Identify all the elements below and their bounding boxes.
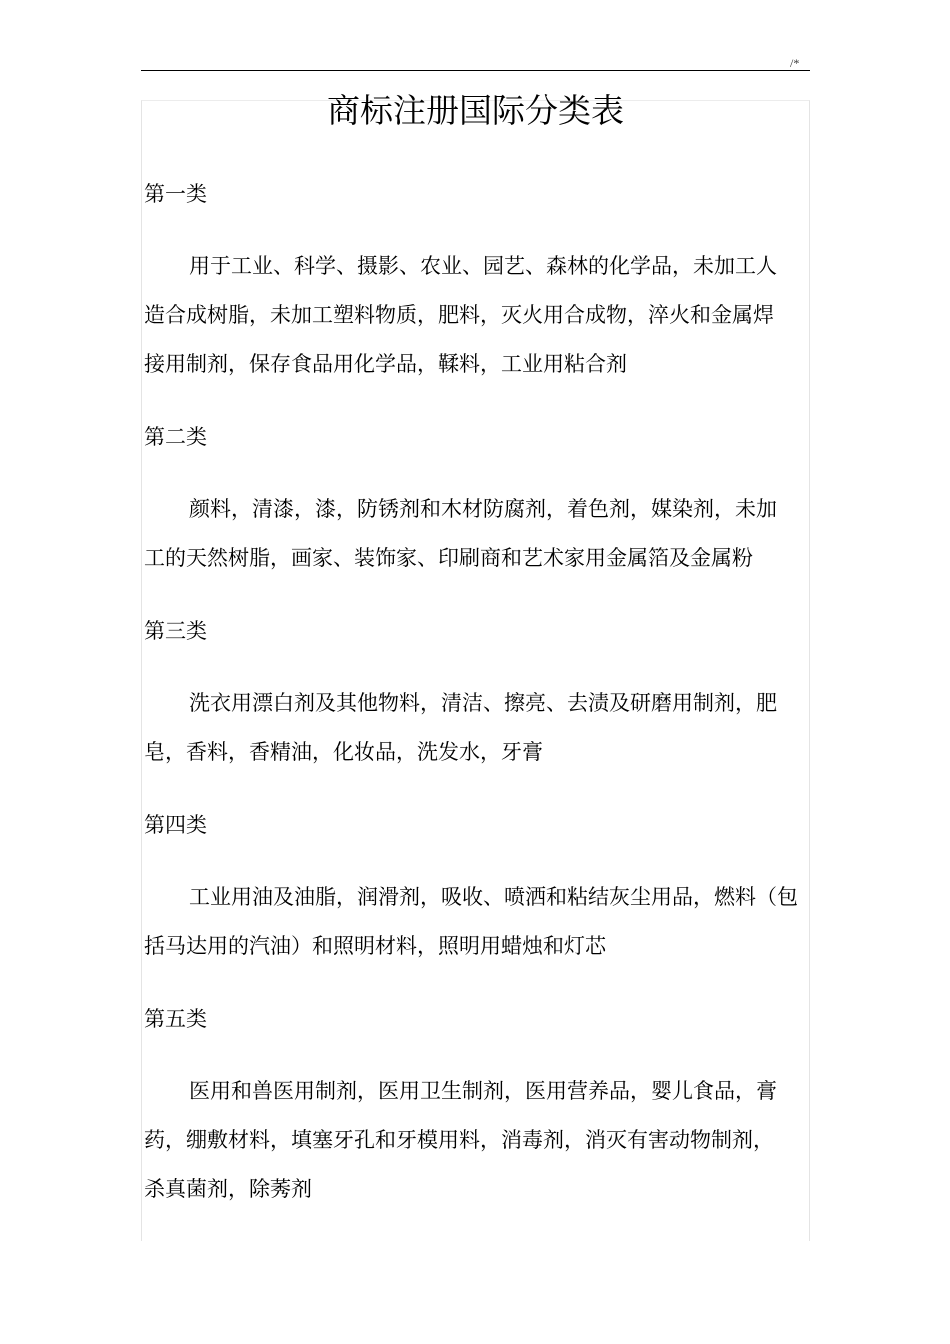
description-line: 接用制剂，保存食品用化学品，鞣料，工业用粘合剂 [144,352,627,376]
class-section-4 [144,801,819,971]
header-rule [141,70,810,71]
description-line: 皂，香料，香精油，化妆品，洗发水，牙膏 [144,740,543,764]
description-line: 括马达用的汽油）和照明材料，照明用蜡烛和灯芯 [144,934,606,958]
description-line: 颜料，清漆，漆，防锈剂和木材防腐剂，着色剂，媒染剂，未加 [189,497,777,521]
description-line: 工业用油及油脂，润滑剂，吸收、喷洒和粘结灰尘用品，燃料（包 [189,885,798,909]
class-description [144,679,819,777]
description-line: 工的天然树脂，画家、装饰家、印刷商和艺术家用金属箔及金属粉 [144,546,753,570]
description-line: 医用和兽医用制剂，医用卫生制剂，医用营养品，婴儿食品，膏 [189,1079,777,1103]
description-line: 用于工业、科学、摄影、农业、园艺、森林的化学品，未加工人 [189,254,777,278]
class-heading: 第一类 [144,182,207,206]
document-title: 商标注册国际分类表 [327,91,624,130]
class-list [144,170,819,1238]
class-heading: 第三类 [144,619,207,643]
class-heading: 第四类 [144,813,207,837]
description-line: 造合成树脂，未加工塑料物质，肥料，灭火用合成物，淬火和金属焊 [144,303,774,327]
header-mark: /* [790,56,800,70]
class-description [144,242,819,389]
class-section-1 [144,170,819,389]
class-description [144,873,819,971]
description-line: 洗衣用漂白剂及其他物料，清洁、擦亮、去渍及研磨用制剂，肥 [189,691,777,715]
class-heading: 第二类 [144,425,207,449]
class-section-3 [144,607,819,777]
description-line: 药，绷敷材料，填塞牙孔和牙模用料，消毒剂，消灭有害动物制剂， [144,1128,774,1152]
class-description [144,485,819,583]
class-heading: 第五类 [144,1007,207,1031]
description-line: 杀真菌剂，除莠剂 [144,1177,312,1201]
class-description [144,1067,819,1214]
class-section-2 [144,413,819,583]
class-section-5 [144,995,819,1214]
